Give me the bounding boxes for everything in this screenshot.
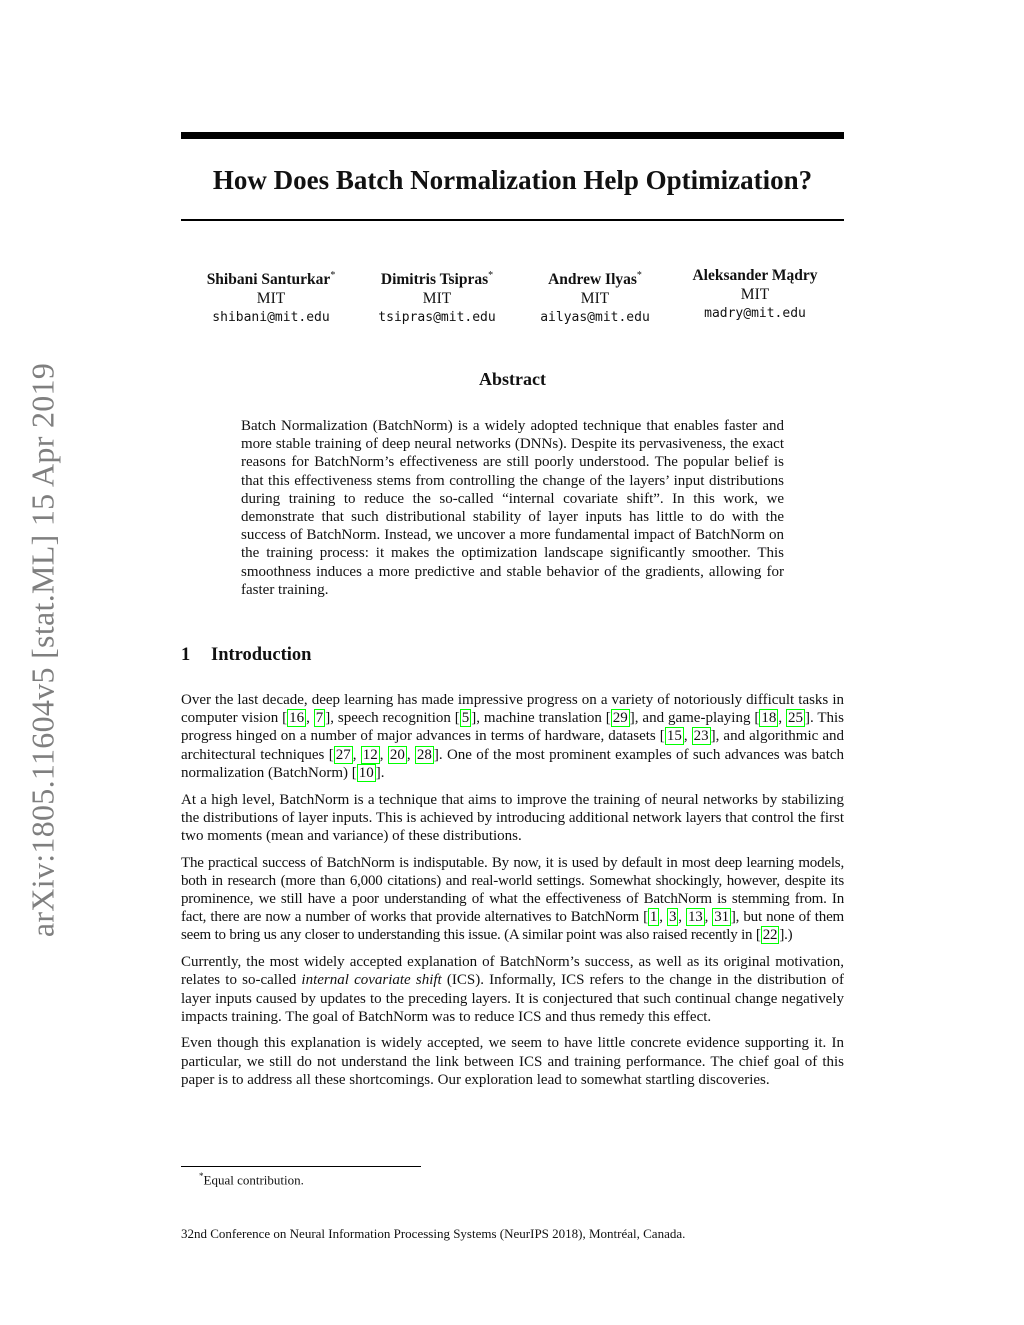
author-email: madry@mit.edu bbox=[704, 306, 806, 321]
text-run: ], speech recognition [ bbox=[325, 710, 460, 727]
section-title: Introduction bbox=[211, 645, 312, 665]
section-body bbox=[181, 691, 844, 1098]
title-rule-top bbox=[181, 132, 844, 139]
body-paragraph bbox=[181, 953, 844, 1026]
citation-link[interactable]: 18 bbox=[761, 710, 777, 727]
section-number: 1 bbox=[181, 645, 191, 665]
footnote bbox=[199, 1171, 304, 1188]
text-run: ], machine translation [ bbox=[471, 710, 611, 727]
author-3 bbox=[540, 266, 650, 328]
text-run: , bbox=[659, 909, 667, 926]
citation-link[interactable]: 1 bbox=[649, 909, 658, 926]
body-paragraph bbox=[181, 1034, 844, 1089]
emphasized-term: internal covariate shift bbox=[301, 972, 442, 989]
citation-link[interactable]: 15 bbox=[666, 728, 682, 745]
text-run: ], and game-playing [ bbox=[629, 710, 760, 727]
text-run: ], but none of them seem to bring us any closer to understanding this issue. (A similar point was also raised recently in [ bbox=[181, 909, 844, 944]
conference-footer: 32nd Conference on Neural Information Processing Systems (NeurIPS 2018), Montréal, Canada. bbox=[181, 1226, 686, 1241]
author-email: ailyas@mit.edu bbox=[540, 310, 650, 326]
text-run: , bbox=[352, 746, 361, 763]
abstract-heading: Abstract bbox=[479, 369, 546, 389]
citation-link[interactable]: 29 bbox=[612, 710, 628, 727]
text-run: At a high level, BatchNorm is a technique that aims to improve the training of neural networks by stabilizing the distributions of layer inputs. This is achieved by introducing additional network layers that control the first two moments (mean and variance) of these distributions. bbox=[181, 791, 844, 844]
citation-link[interactable]: 28 bbox=[416, 746, 432, 763]
text-run: ], and algorithmic and architectural techniques [ bbox=[181, 728, 844, 763]
text-run: , bbox=[704, 909, 713, 926]
citation-link[interactable]: 22 bbox=[762, 927, 778, 944]
text-run: Even though this explanation is widely accepted, we seem to have little concrete evidence supporting it. In particular, we still do not understand the link between ICS and training performance. The chief goal of this paper is to address all these shortcomings. Our exploration lead to somewhat startling discoveries. bbox=[181, 1035, 844, 1088]
text-run: ]. This progress hinged on a number of major advances in terms of hardware, datasets [ bbox=[181, 710, 844, 745]
text-run: ].) bbox=[779, 927, 793, 944]
text-run: ]. One of the most prominent examples of such advances was batch normalization (BatchNorm) [ bbox=[181, 746, 845, 781]
citation-link[interactable]: 25 bbox=[787, 710, 803, 727]
author-2 bbox=[378, 266, 495, 328]
equal-contribution-mark: * bbox=[488, 270, 494, 281]
body-paragraph bbox=[181, 854, 844, 945]
abstract-text: Batch Normalization (BatchNorm) is a widely adopted technique that enables faster and more stable training of deep neural networks (DNNs). Despite its pervasiveness, the exact reasons for BatchNorm’s effectiveness are still poorly understood. The popular belief is that this effectiveness stems from controlling the change of the layers’ input distributions during training to reduce the so-called “internal covariate shift”. In this work, we demonstrate that such distributional stability of layer inputs has little to do with the success of BatchNorm. Instead, we uncover a more fundamental impact of BatchNorm on the training process: it makes the optimization landscape significantly smoother. This smoothness induces a more predictive and stable behavior of the gradients, allowing for faster training. bbox=[241, 418, 784, 598]
text-run: , bbox=[406, 746, 415, 763]
text-run: Over the last decade, deep learning has made impressive progress on a variety of notoriously difficult tasks in computer vision [ bbox=[181, 692, 844, 727]
author-email: shibani@mit.edu bbox=[212, 310, 330, 326]
text-run: , bbox=[778, 710, 786, 727]
author-affiliation: MIT bbox=[422, 290, 452, 308]
author-block bbox=[181, 266, 844, 336]
footnote-mark: * bbox=[199, 1171, 204, 1181]
citation-link[interactable]: 13 bbox=[687, 909, 703, 926]
citation-link[interactable]: 5 bbox=[461, 710, 470, 727]
arxiv-sidebar-stamp bbox=[23, 340, 63, 960]
author-affiliation: MIT bbox=[256, 290, 286, 308]
text-run: , bbox=[678, 909, 686, 926]
citation-link[interactable]: 12 bbox=[362, 746, 378, 763]
section-heading bbox=[181, 645, 311, 666]
author-1 bbox=[207, 266, 336, 328]
body-paragraph bbox=[181, 791, 844, 846]
footnote-rule bbox=[181, 1166, 421, 1167]
author-affiliation: MIT bbox=[740, 286, 770, 303]
text-run: , bbox=[683, 728, 692, 745]
author-name: Aleksander Mądry bbox=[692, 267, 818, 284]
citation-link[interactable]: 20 bbox=[389, 746, 405, 763]
text-run: , bbox=[306, 710, 314, 727]
citation-link[interactable]: 31 bbox=[714, 909, 729, 926]
body-paragraph bbox=[181, 691, 844, 782]
citation-link[interactable]: 16 bbox=[289, 710, 305, 727]
footnote-text: Equal contribution. bbox=[203, 1172, 304, 1188]
arxiv-identifier: arXiv:1805.11604v5 [stat.ML] 15 Apr 2019 bbox=[24, 362, 61, 938]
author-affiliation: MIT bbox=[580, 290, 610, 308]
text-run: Currently, the most widely accepted explanation of BatchNorm’s success, as well as its original motivation, relates to so-called bbox=[181, 954, 844, 989]
text-run: ]. bbox=[375, 764, 385, 781]
title-rule-bottom bbox=[181, 219, 844, 221]
text-run: The practical success of BatchNorm is indisputable. By now, it is used by default in most deep learning models, both in research (more than 6,000 citations) and real-world settings. Somewhat shockingly, however, despite its prominence, we still have a poor understanding of what the effectiveness of BatchNorm is stemming from. In fact, there are now a number of works that provide alternatives to BatchNorm [ bbox=[181, 854, 844, 926]
author-name: Dimitris Tsipras bbox=[380, 271, 489, 289]
citation-link[interactable]: 27 bbox=[335, 746, 351, 763]
citation-link[interactable]: 3 bbox=[668, 909, 677, 926]
text-run: (ICS). Informally, ICS refers to the change in the distribution of layer inputs caused by updates to the preceding layers. It is conjectured that such continual change negatively impacts training. The goal of BatchNorm was to reduce ICS and thus remedy this effect. bbox=[181, 972, 845, 1025]
text-run: , bbox=[379, 746, 388, 763]
author-name: Andrew Ilyas bbox=[548, 271, 637, 289]
author-4 bbox=[692, 266, 817, 324]
citation-link[interactable]: 23 bbox=[693, 728, 709, 745]
equal-contribution-mark: * bbox=[636, 270, 642, 281]
author-name: Shibani Santurkar bbox=[206, 271, 331, 289]
paper-title: How Does Batch Normalization Help Optimization? bbox=[212, 165, 813, 195]
author-email: tsipras@mit.edu bbox=[378, 310, 496, 326]
citation-link[interactable]: 7 bbox=[315, 710, 324, 727]
citation-link[interactable]: 10 bbox=[358, 764, 374, 781]
equal-contribution-mark: * bbox=[330, 270, 336, 281]
